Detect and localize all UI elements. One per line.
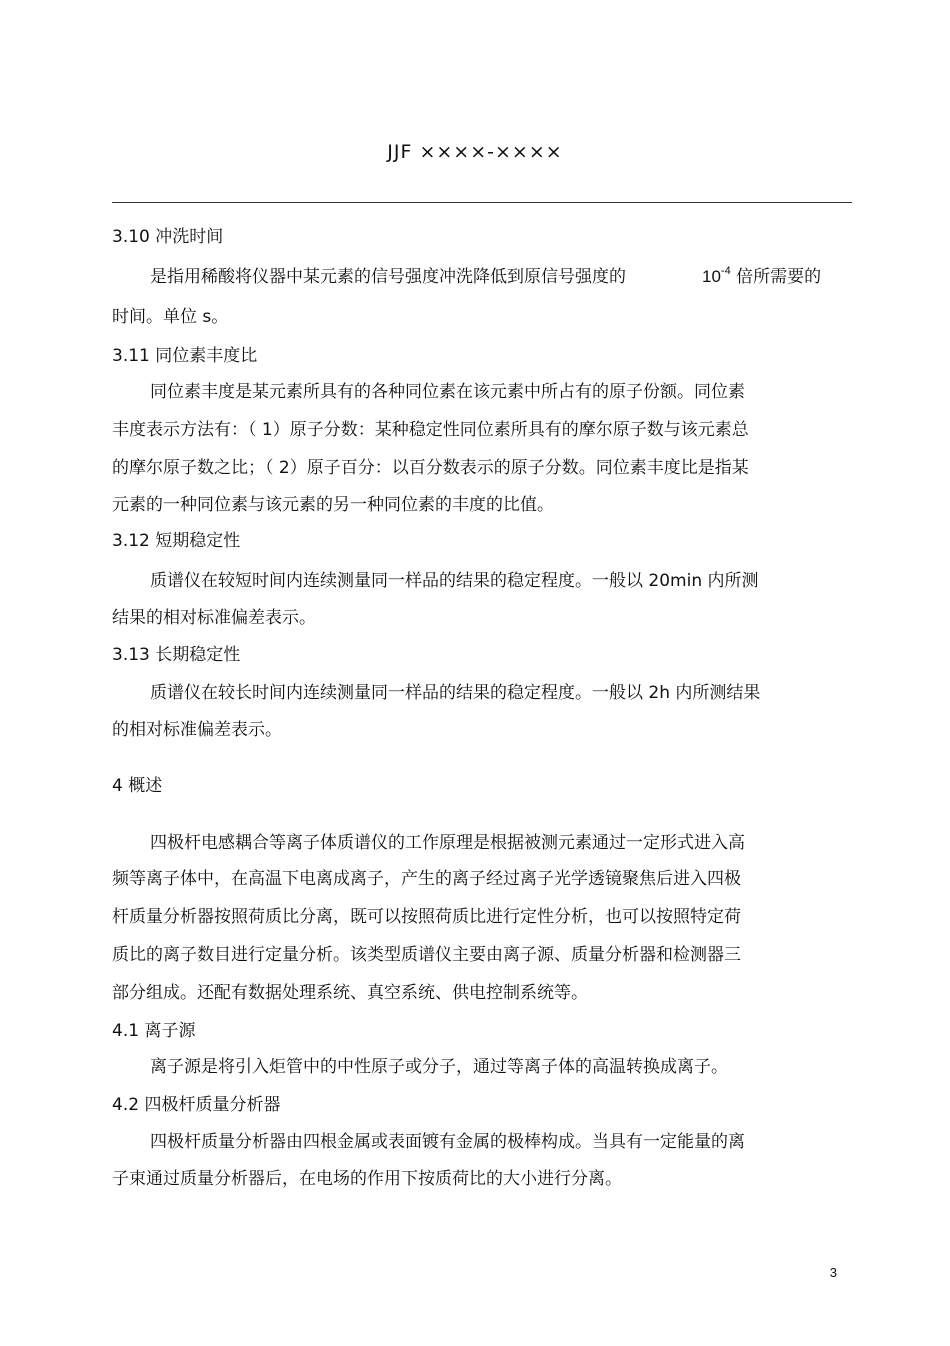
paragraph-3-13-line-1: 质谱仪在较长时间内连续测量同一样品的结果的稳定程度。一般以 2h 内所测结果 [150, 683, 761, 703]
section-heading-3-12: 3.12 短期稳定性 [112, 531, 241, 551]
section-heading-3-10: 3.10 冲洗时间 [112, 227, 224, 247]
power-of-ten [702, 262, 821, 287]
paragraph-3-10-line-1 [150, 262, 840, 287]
section-heading-4-1: 4.1 离子源 [112, 1021, 196, 1041]
exponent-base: 10 [702, 267, 721, 286]
exponent: -4 [720, 265, 731, 277]
paragraph-4-line-4: 质比的离子数目进行定量分析。该类型质谱仪主要由离子源、质量分析器和检测器三 [112, 945, 741, 965]
paragraph-4-1-line-1: 离子源是将引入炬管中的中性原子或分子，通过等离子体的高温转换成离子。 [150, 1057, 728, 1077]
paragraph-4-line-1: 四极杆电感耦合等离子体质谱仪的工作原理是根据被测元素通过一定形式进入高 [150, 833, 745, 853]
section-heading-3-13: 3.13 长期稳定性 [112, 645, 241, 665]
paragraph-3-12-line-1: 质谱仪在较短时间内连续测量同一样品的结果的稳定程度。一般以 20min 内所测 [150, 571, 759, 591]
section-heading-4: 4 概述 [112, 776, 163, 796]
paragraph-3-11-line-2: 丰度表示方法有：（ 1）原子分数：某种稳定性同位素所具有的摩尔原子数与该元素总 [112, 420, 749, 440]
document-header: JJF ××××-×××× [387, 141, 563, 163]
page-number: 3 [829, 1265, 837, 1280]
paragraph-3-11-line-1: 同位素丰度是某元素所具有的各种同位素在该元素中所占有的原子份额。同位素 [150, 382, 745, 402]
paragraph-3-10-line-2: 时间。单位 s。 [112, 307, 229, 327]
header-rule [112, 202, 852, 203]
paragraph-4-line-2: 频等离子体中，在高温下电离成离子，产生的离子经过离子光学透镜聚焦后进入四极 [112, 869, 741, 889]
paragraph-3-13-line-2: 的相对标准偏差表示。 [112, 720, 282, 740]
paragraph-3-10-text-b: 倍所需要的 [736, 267, 822, 287]
paragraph-4-line-5: 部分组成。还配有数据处理系统、真空系统、供电控制系统等。 [112, 983, 588, 1003]
paragraph-3-11-line-3: 的摩尔原子数之比；（ 2）原子百分：以百分数表示的原子分数。同位素丰度比是指某 [112, 458, 749, 478]
paragraph-4-2-line-1: 四极杆质量分析器由四根金属或表面镀有金属的极棒构成。当具有一定能量的离 [150, 1132, 745, 1152]
paragraph-4-2-line-2: 子束通过质量分析器后，在电场的作用下按质荷比的大小进行分离。 [112, 1169, 622, 1189]
paragraph-3-11-line-4: 元素的一种同位素与该元素的另一种同位素的丰度的比值。 [112, 495, 554, 515]
paragraph-4-line-3: 杆质量分析器按照荷质比分离，既可以按照荷质比进行定性分析，也可以按照特定荷 [112, 907, 741, 927]
section-heading-3-11: 3.11 同位素丰度比 [112, 346, 258, 366]
paragraph-3-10-text-a: 是指用稀酸将仪器中某元素的信号强度冲洗降低到原信号强度的 [150, 267, 626, 287]
paragraph-3-12-line-2: 结果的相对标准偏差表示。 [112, 608, 316, 628]
section-heading-4-2: 4.2 四极杆质量分析器 [112, 1095, 281, 1115]
